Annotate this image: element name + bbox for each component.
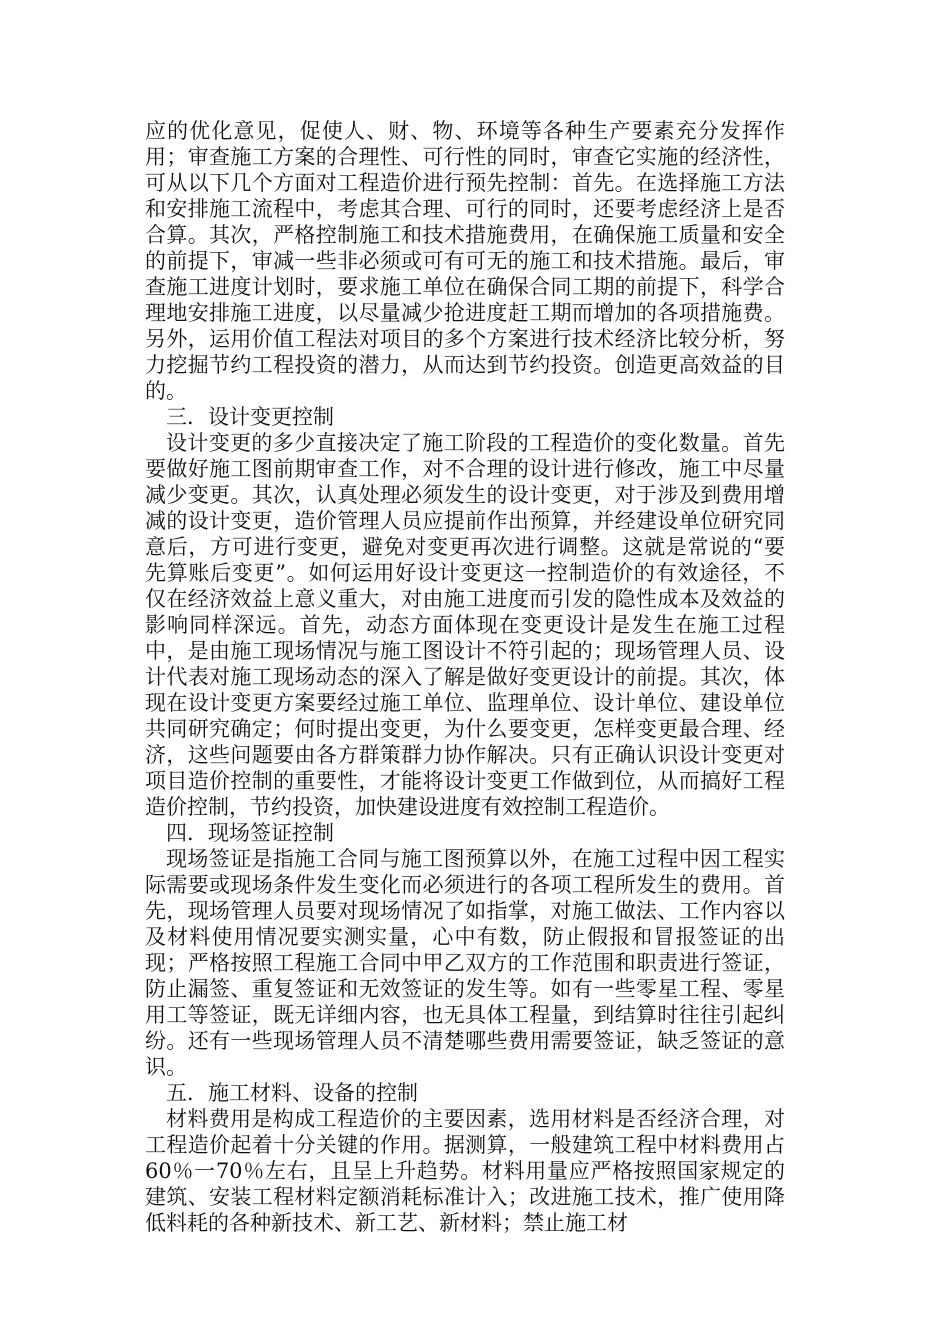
paragraph-design-change: 设计变更的多少直接决定了施工阶段的工程造价的变化数量。首先要做好施工图前期审查工作，对不合理的设计进行修改，施工中尽量减少变更。其次，认真处理必须发生的设计变更，对于涉及到费用增减的设计变更，造价管理人员应提前作出预算，并经建设单位研究同意后，方可进行变更，避免对变更再次进行调整。这就是常说的“要先算账后变更”。如何运用好设计变更这一控制造价的有效途径，不仅在经济效益上意义重大，对由施工进度而引发的隐性成本及效益的影响同样深远。首先，动态方面体现在变更设计是发生在施工过程中，是由施工现场情况与施工图设计不符引起的；现场管理人员、设计代表对施工现场动态的深入了解是做好变更设计的前提。其次，体现在设计变更方案要经过施工单位、监理单位、设计单位、建设单位共同研究确定；何时提出变更，为什么要变更，怎样变更最合理、经济，这些问题要由各方群策群力协作解决。只有正确认识设计变更对项目造价控制的重要性，才能将设计变更工作做到位，从而搞好工程造价控制，节约投资，加快建设进度有效控制工程造价。 [145, 431, 785, 819]
document-page [145, 118, 785, 1236]
paragraph-continued: 应的优化意见，促使人、财、物、环境等各种生产要素充分发挥作用；审查施工方案的合理性、可行性的同时，审查它实施的经济性，可从以下几个方面对工程造价进行预先控制：首先。在选择施工方法和安排施工流程中，考虑其合理、可行的同时，还要考虑经济上是否合算。其次，严格控制施工和技术措施费用，在确保施工质量和安全的前提下，审减一些非必须或可有可无的施工和技术措施。最后，审查施工进度计划时，要求施工单位在确保合同工期的前提下，科学合理地安排施工进度，以尽量减少抢进度赶工期而增加的各项措施费。另外，运用价值工程法对项目的多个方案进行技术经济比较分析，努力挖掘节约工程投资的潜力，从而达到节约投资。创造更高效益的目的。 [145, 119, 785, 403]
section-heading-design-change: 三．设计变更控制 [166, 405, 334, 429]
section-heading-materials: 五．施工材料、设备的控制 [166, 1081, 418, 1105]
paragraph-site-visa: 现场签证是指施工合同与施工图预算以外，在施工过程中因工程实际需要或现场条件发生变化而必须进行的各项工程所发生的费用。首先，现场管理人员要对现场情况了如指掌，对施工做法、工作内容以及材料使用情况要实测实量，心中有数，防止假报和冒报签证的出现；严格按照工程施工合同中甲乙双方的工作范围和职责进行签证，防止漏签、重复签证和无效签证的发生等。如有一些零星工程、零星用工等签证，既无详细内容，也无具体工程量，到结算时往往引起纠纷。还有一些现场管理人员不清楚哪些费用需要签证，缺乏签证的意识。 [145, 847, 785, 1079]
section-heading-site-visa: 四．现场签证控制 [166, 821, 334, 845]
paragraph-materials: 材料费用是构成工程造价的主要因素，选用材料是否经济合理，对工程造价起着十分关键的作用。据测算，一般建筑工程中材料费用占60％一70％左右，且呈上升趋势。材料用量应严格按照国家规定的建筑、安装工程材料定额消耗标准计入；改进施工技术，推广使用降低料耗的各种新技术、新工艺、新材料；禁止施工材 [145, 1107, 785, 1235]
